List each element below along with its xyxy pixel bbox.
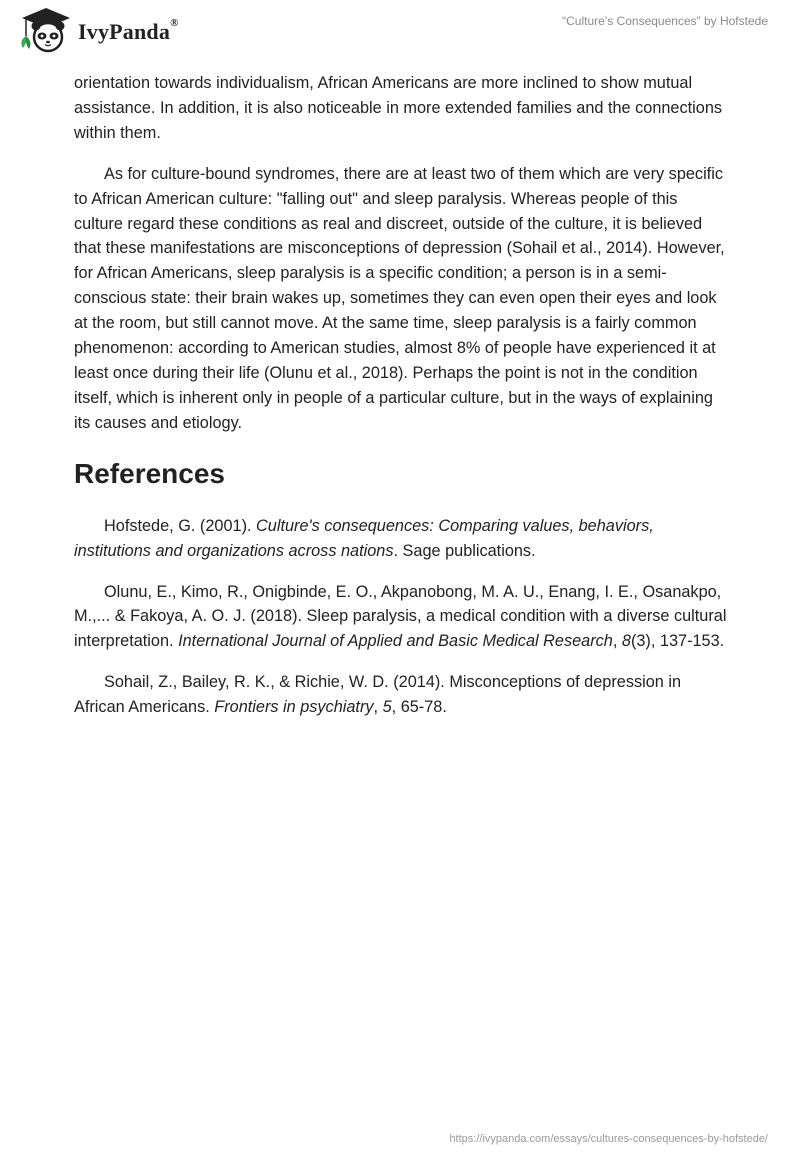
reference-publisher: . Sage publications.: [393, 541, 536, 560]
reference-title: Culture's consequences: Comparing values, behaviors, institutions and organizations across nations: [74, 516, 654, 560]
reference-item: [74, 670, 728, 720]
reference-authors: Sohail, Z., Bailey, R. K., & Richie, W. D. (2014). Misconceptions of depression in African Americans.: [74, 673, 682, 717]
panda-graduate-icon: [16, 6, 74, 54]
reference-journal: Frontiers in psychiatry: [214, 698, 374, 717]
reference-authors: Olunu, E., Kimo, R., Onigbinde, E. O., Akpanobong, M. A. U., Enang, I. E., Osanakpo, M.,... & Fakoya, A. O. J. (2018). Sleep paralysis, a medical condition with a diverse cultural interpretation.: [74, 582, 727, 651]
body-paragraph-1: orientation towards individualism, African Americans are more inclined to show mutual assistance. In addition, it is also noticeable in more extended families and the connections within them.: [74, 74, 723, 142]
footer-url-link[interactable]: https://ivypanda.com/essays/cultures-consequences-by-hofstede/: [449, 1133, 768, 1145]
ivypanda-logo[interactable]: [16, 6, 179, 54]
document-title: “Culture’s Consequences” by Hofstede: [562, 14, 768, 28]
reference-pages: , 65-78.: [391, 698, 447, 717]
reference-separator: ,: [612, 632, 622, 651]
page-header: [0, 0, 800, 70]
brand-name: IvyPanda®: [78, 17, 179, 44]
reference-journal: International Journal of Applied and Basic Medical Research: [178, 632, 613, 651]
reference-separator: ,: [373, 698, 383, 717]
body-paragraph-2: As for culture-bound syndromes, there are at least two of them which are very specific to African American culture: "falling out" and sleep paralysis. Whereas people of this culture regard these conditions as real and discreet, outside of the culture, it is believed that these manifestations are misconceptions of depression (Sohail et al., 2014). However, for African Americans, sleep paralysis is a specific condition; a person is in a semi-conscious state: their brain wakes up, sometimes they can even open their eyes and look at the room, but still cannot move. At the same time, sleep paralysis is a fairly common phenomenon: according to American studies, almost 8% of people have experienced it at least once during their life (Olunu et al., 2018). Perhaps the point is not in the condition itself, which is inherent only in people of a particular culture, but in the ways of explaining its causes and etiology.: [74, 164, 725, 432]
reference-pages: (3), 137-153.: [630, 632, 725, 651]
references-heading: References: [74, 457, 225, 489]
reference-volume: 5: [382, 698, 392, 717]
reference-item: [74, 580, 728, 655]
reference-volume: 8: [621, 632, 631, 651]
registered-mark: ®: [170, 17, 179, 29]
reference-authors: Hofstede, G. (2001).: [104, 516, 257, 535]
reference-item: [74, 514, 728, 564]
essay-content: [74, 71, 728, 720]
